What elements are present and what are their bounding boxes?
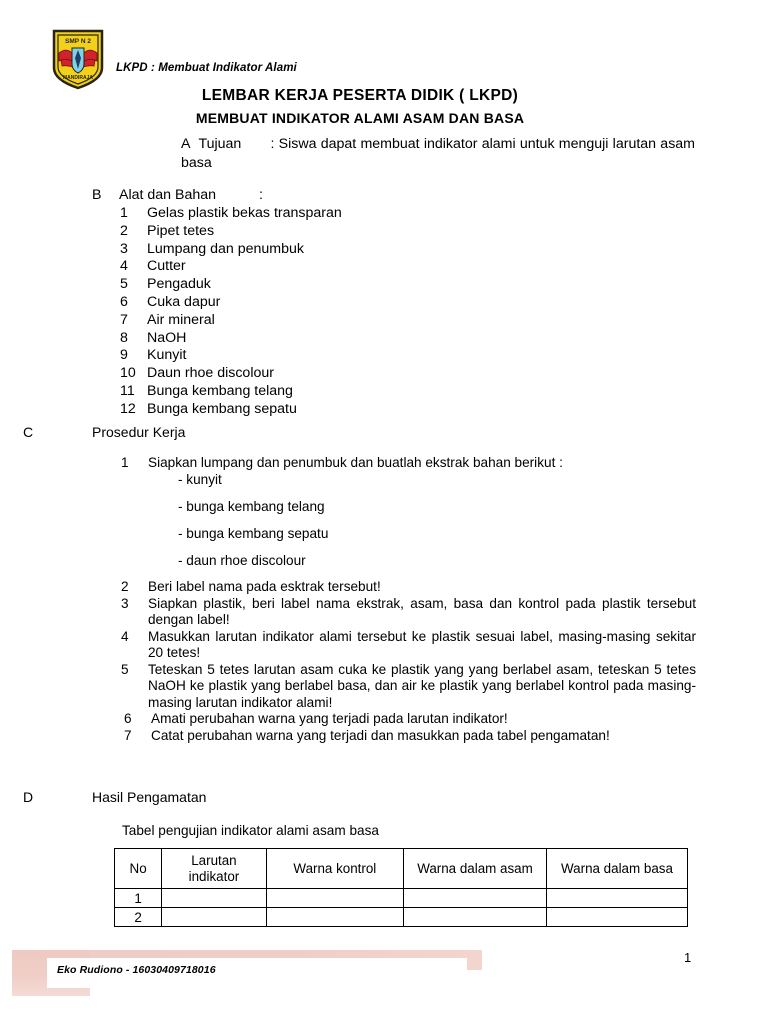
list-item-number: 2 [120,222,128,239]
list-item-number: 12 [120,400,136,417]
table-row [115,908,688,927]
table-header-no: No [115,849,162,889]
procedure-step [118,455,696,472]
table-cell-kontrol[interactable] [266,889,403,908]
procedure-step-number: 7 [124,727,132,743]
procedure-step-text: Beri label nama pada esktrak tersebut! [148,579,381,594]
table-cell-basa[interactable] [546,908,687,927]
table-cell-asam[interactable] [404,908,547,927]
page-title-primary: LEMBAR KERJA PESERTA DIDIK ( LKPD) [201,87,519,104]
list-item-number: 5 [120,276,128,293]
section-a-colon: : [270,136,275,152]
procedure-step [118,711,696,728]
list-item-number: 1 [120,205,128,221]
observation-table-caption: Tabel pengujian indikator alami asam basa [122,823,379,838]
procedure-subitem: - bunga kembang telang [178,498,325,514]
procedure-step-number: 5 [121,661,129,677]
list-item-number: 7 [120,311,128,328]
procedure-step-number: 2 [121,579,129,594]
section-c-tag: C [23,424,34,440]
table-cell-asam[interactable] [404,889,547,908]
list-item-number: 8 [120,329,128,346]
list-item-label: Bunga kembang sepatu [147,400,297,417]
procedure-step [118,629,696,662]
table-header-asam: Warna dalam asam [404,849,547,889]
table-cell-no: 1 [115,889,162,908]
procedure-step-number: 4 [121,628,129,644]
page-title-secondary: MEMBUAT INDIKATOR ALAMI ASAM DAN BASA [195,110,525,126]
table-cell-larutan[interactable] [162,889,266,908]
document-header-label: LKPD : Membuat Indikator Alami [116,62,297,74]
procedure-step [118,596,696,629]
table-header-larutan: Larutan indikator [162,849,266,889]
section-b-colon: : [259,187,263,203]
section-a-tujuan [181,135,695,173]
procedure-subitem: - bunga kembang sepatu [178,525,329,541]
procedure-step [118,728,696,745]
school-crest-icon [50,28,106,90]
procedure-subitem: - daun rhoe discolour [178,552,306,568]
footer-author-text: Eko Rudiono - 16030409718016 [57,964,216,976]
table-row [115,889,688,908]
table-header-basa: Warna dalam basa [546,849,687,889]
list-item-label: Lumpang dan penumbuk [147,240,304,257]
procedure-step-text: Masukkan larutan indikator alami tersebut ke plastik sesuai label, masing-masing sekitar 20 tetes! [148,628,696,660]
section-b-label: Alat dan Bahan [119,187,217,203]
observation-table [114,848,688,927]
svg-text:SMP N 2: SMP N 2 [65,38,91,45]
list-item-label: Gelas plastik bekas transparan [147,205,342,221]
list-item-label: Pengaduk [147,276,211,293]
procedure-step-number: 6 [124,711,132,726]
section-a-label: Tujuan [198,136,242,152]
page-number: 1 [684,950,692,965]
list-item-label: Pipet tetes [147,222,215,239]
list-item [120,223,342,241]
list-item [120,294,342,312]
section-c-heading: Prosedur Kerja [92,424,186,440]
table-header-row [115,849,688,889]
section-c-procedure-list [118,455,696,744]
list-item [120,258,342,276]
list-item-label: NaOH [147,329,187,346]
list-item-label: Daun rhoe discolour [147,365,274,382]
list-item [120,205,342,223]
list-item [120,347,342,365]
list-item-number: 3 [120,240,128,257]
svg-text:MANDIRAJA: MANDIRAJA [63,75,93,81]
table-header-kontrol: Warna kontrol [266,849,403,889]
list-item [120,241,342,259]
list-item-number: 10 [120,365,136,382]
procedure-step-text: Siapkan lumpang dan penumbuk dan buatlah ekstrak bahan berikut : [148,455,563,470]
table-cell-kontrol[interactable] [266,908,403,927]
list-item [120,401,342,419]
section-b-heading [92,187,263,203]
list-item-label: Kunyit [147,347,187,364]
list-item-number: 11 [120,382,135,399]
section-b-tag: B [92,187,102,203]
section-d-heading: Hasil Pengamatan [92,789,207,805]
list-item [120,330,342,348]
list-item-number: 4 [120,258,128,275]
procedure-subitem: - kunyit [178,471,222,487]
procedure-step [118,579,696,596]
procedure-step-text: Siapkan plastik, beri label nama ekstrak, asam, basa dan kontrol pada plastik tersebut dengan label! [148,595,696,627]
procedure-step-text: Amati perubahan warna yang terjadi pada larutan indikator! [151,711,508,726]
procedure-step-text: Teteskan 5 tetes larutan asam cuka ke plastik yang yang berlabel asam, teteskan 5 tetes NaOH ke plastik yang berlabel basa, dan air ke plastik yang berlabel kontrol pada masing-masing larutan indikator alami! [148,661,696,710]
section-a-text: Siswa dapat membuat indikator alami untuk menguji larutan asam basa [181,136,695,171]
list-item [120,276,342,294]
list-item-label: Cuka dapur [147,293,221,310]
section-b-material-list [120,205,342,419]
list-item-label: Cutter [147,258,186,275]
list-item-label: Bunga kembang telang [147,382,293,399]
section-d-tag: D [23,789,34,805]
list-item-label: Air mineral [147,311,215,328]
list-item [120,383,342,401]
list-item [120,312,342,330]
table-cell-basa[interactable] [546,889,687,908]
list-item-number: 9 [120,347,128,364]
procedure-step-number: 1 [121,455,129,470]
table-cell-no: 2 [115,908,162,927]
procedure-step-number: 3 [121,595,129,611]
procedure-step [118,662,696,712]
procedure-step-text: Catat perubahan warna yang terjadi dan masukkan pada tabel pengamatan! [151,727,610,743]
list-item-number: 6 [120,293,128,310]
list-item [120,365,342,383]
section-a-tag: A [181,136,191,152]
table-cell-larutan[interactable] [162,908,266,927]
